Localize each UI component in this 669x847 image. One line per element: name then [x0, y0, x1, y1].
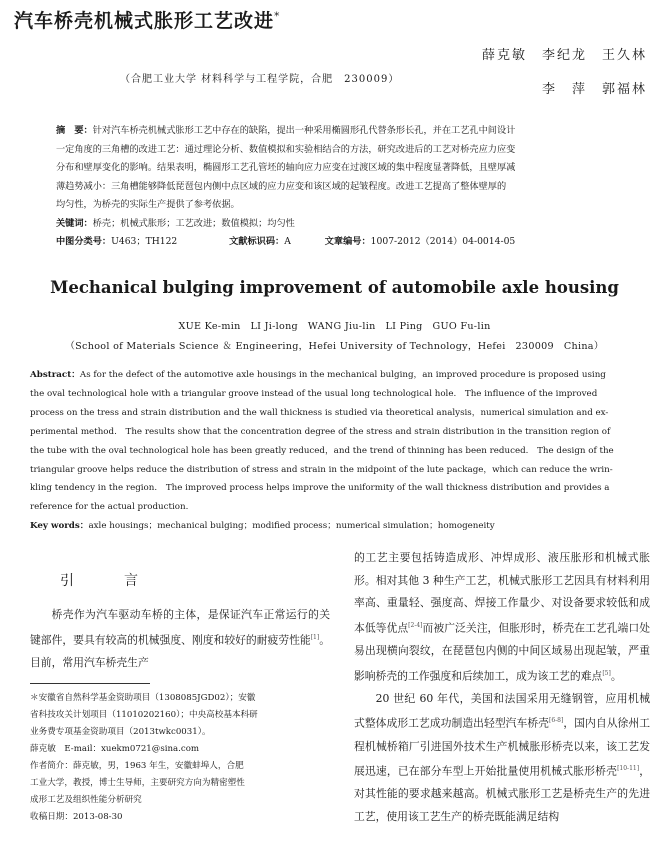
citation-ref[interactable]: [2-4]: [408, 621, 423, 629]
footnote-line: 成形工艺及组织性能分析研究: [30, 795, 142, 805]
abstract-en-line: As for the defect of the automotive axle housings in the mechanical bulging，an improved procedure is proposed using: [79, 370, 606, 380]
abstract-cn-label: 摘 要：: [56, 125, 93, 136]
footnote-line: 作者简介：薛克敏，男，1963 年生，安徽蚌埠人，合肥: [30, 761, 244, 771]
intro-paragraph-left: 桥壳作为汽车驱动车桥的主体，是保证汽车正常运行的关键部件，要具有较高的机械强度、刚度和较好的耐疲劳性能[1]。目前，常用汽车桥壳生产: [30, 608, 331, 669]
abstract-en-line: kling tendency in the region. The improved process helps improve the uniformity of the wall thickness distribution and provides a: [30, 483, 610, 494]
authors-en: XUE Ke-min LI Ji-long WANG Jiu-lin LI Ping GUO Fu-lin: [178, 321, 491, 332]
body-column-right: [354, 547, 650, 829]
citation-ref[interactable]: [6-8]: [549, 717, 564, 725]
abstract-cn: [56, 122, 628, 252]
footnote-line: 薛克敏 E-mail：xuekm0721@sina.com: [30, 744, 200, 754]
keywords-cn: 关键词：桥壳；机械式胀形；工艺改进；数值模拟；均匀性: [56, 217, 295, 229]
abstract-cn-line: 均匀性，为桥壳的实际生产提供了参考依据。: [56, 199, 240, 210]
citation-ref[interactable]: [5]: [602, 669, 611, 677]
paper-title-cn: 汽车桥壳机械式胀形工艺改进*: [14, 9, 281, 32]
abstract-en: [30, 366, 642, 536]
footnote-line: ＊安徽省自然科学基金资助项目（1308085JGD02）；安徽: [30, 693, 256, 703]
abstract-cn-line: 针对汽车桥壳机械式胀形工艺中存在的缺陷，提出一种采用椭圆形孔代替条形长孔，并在工艺孔中间设计: [92, 125, 516, 136]
abstract-cn-line: 薄趋势减小：三角槽能够降低琵琶包内侧中点区域的应力应变和该区域的起皱程度。改进工艺提高了整体壁厚的: [56, 180, 507, 192]
affiliation-en: （School of Materials Science ＆ Engineering，Hefei University of Technology，Hefei 230009 China）: [65, 341, 604, 352]
body-paragraph: 20 世纪 60 年代，美国和法国采用无缝钢管，应用机械式整体成形工艺成功制造出轻型汽车桥壳[6-8]，国内自从徐州工程机械桥箱厂引进国外技术生产机械胀形桥壳以来，该工艺发展迅速，已在部分车型上开始批量使用机械式胀形桥壳[10-11]，对其性能的要求越来越高。机械式胀形工艺是桥壳生产的先进工艺，使用该工艺生产的桥壳既能满足结构: [354, 691, 651, 823]
abstract-cn-line: 一定角度的三角槽的改进工艺：通过理论分析、数值模拟和实验相结合的方法，研究改进后的工艺对桥壳应力应变: [56, 143, 516, 155]
article-number: 1007-2012（2014）04-0014-05: [370, 236, 516, 247]
body-paragraph: 的工艺主要包括铸造成形、冲焊成形、液压胀形和机械式胀形。相对其他 3 种生产工艺，机械式胀形工艺因具有材料利用率高、重量轻、强度高、焊接工作量少、对设备要求较低和成本低等优点[2-4]而被广泛关注，但胀形时，桥壳在工艺孔端口处易出现横向裂纹，在琵琶包内侧的中间区域易出现起皱，严重影响桥壳的工作强度和后续加工，成为该工艺的难点[5]。: [354, 551, 651, 683]
abstract-en-label: Abstract：: [30, 370, 80, 380]
section-heading-introduction: 引 言: [60, 573, 156, 589]
received-date: 收稿日期：2013-08-30: [30, 812, 123, 822]
abstract-cn-line: 分布和壁厚变化的影响。结果表明，椭圆形工艺孔管坯的轴向应力应变在过渡区域的集中程度显著降低，且壁厚减: [56, 162, 516, 173]
classification-line: 中图分类号：U463；TH122 文献标识码：A 文章编号：1007-2012（2014）04-0014-05: [56, 236, 516, 247]
abstract-en-line: reference for the actual production.: [30, 502, 189, 513]
footnote-line: 业务费专项基金资助项目（2013twkc0031）。: [30, 727, 211, 737]
footnote-line: 省科技攻关计划项目（11010202160）；中央高校基本科研: [30, 710, 258, 720]
abstract-en-line: the oval technological hole with a triangular groove instead of the usual long technological hole. The influence of the improved: [30, 388, 598, 399]
clc-number: U463；TH122: [111, 236, 178, 247]
affiliation-cn: （合肥工业大学 材料科学与工程学院，合肥 230009）: [120, 74, 400, 85]
paper-title-en: Mechanical bulging improvement of automobile axle housing: [50, 278, 619, 297]
authors-cn-line2: 李 萍 郭福林: [541, 82, 647, 97]
document-code: A: [284, 236, 291, 247]
title-footnote-marker: *: [274, 9, 281, 23]
authors-cn-line1: 薛克敏 李纪龙 王久林: [481, 48, 647, 63]
citation-ref[interactable]: [1]: [310, 633, 320, 641]
footnote-line: 工业大学，教授，博士生导师，主要研究方向为精密塑性: [30, 778, 245, 788]
abstract-en-line: the tube with the oval technological hole has been greatly reduced，and the trend of thinning has been reduced. The design of the: [30, 445, 614, 456]
abstract-en-line: perimental method. The results show that the concentration degree of the stress and strain distribution in the transition region of: [30, 426, 611, 437]
footnote-divider: [30, 683, 150, 684]
abstract-en-line: process on the tress and strain distribution and the wall thickness is studied via theoretical analysis，numerical simulation and ex-: [30, 407, 609, 418]
footnote-block: [30, 690, 330, 826]
abstract-en-line: triangular groove helps reduce the distribution of stress and strain in the midpoint of the lute package，which can reduce the wrin-: [30, 464, 613, 475]
citation-ref[interactable]: [10-11]: [617, 765, 640, 773]
keywords-en: Key words：axle housings；mechanical bulging；modified process；numerical simulation；homogeneity: [30, 521, 495, 532]
